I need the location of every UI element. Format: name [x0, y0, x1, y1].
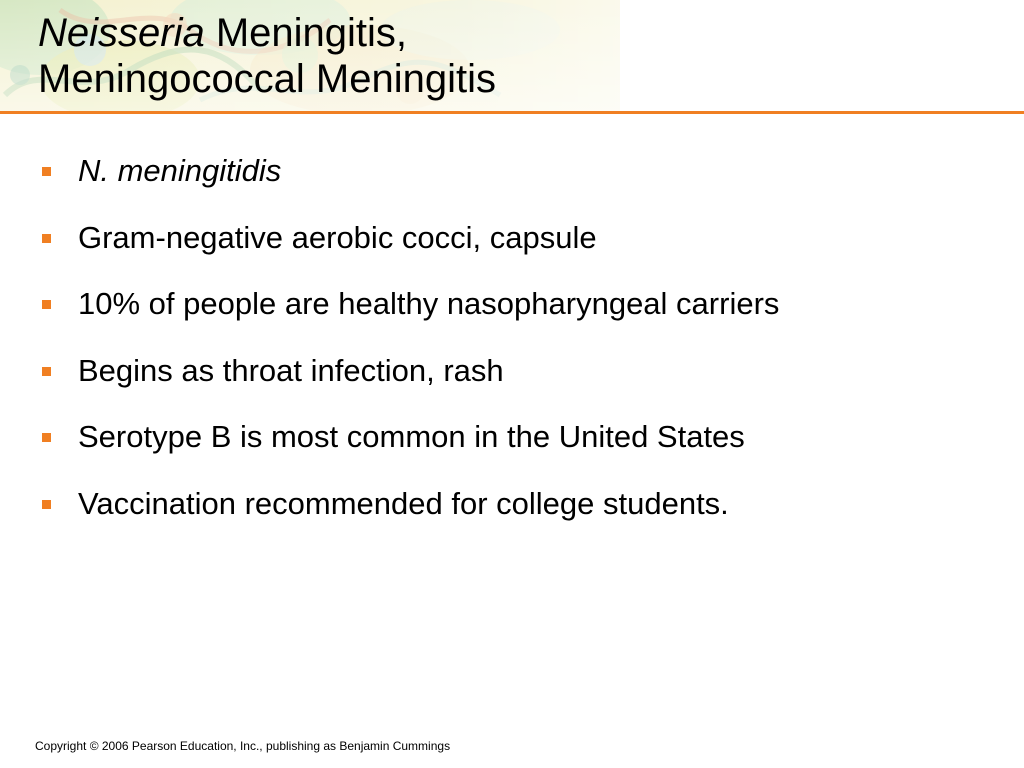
bullet-text: Serotype B is most common in the United States	[78, 419, 745, 454]
slide-title	[38, 10, 496, 102]
title-italic-genus: Neisseria	[38, 11, 205, 55]
title-divider-rule	[0, 111, 1024, 114]
copyright-footer: Copyright © 2006 Pearson Education, Inc., publishing as Benjamin Cummings	[35, 739, 451, 753]
square-bullet-icon	[42, 500, 51, 509]
title-line-2: Meningococcal Meningitis	[38, 57, 497, 101]
bullet-text: Gram-negative aerobic cocci, capsule	[78, 219, 597, 255]
square-bullet-icon	[42, 433, 51, 442]
bullet-text: Begins as throat infection, rash	[78, 352, 504, 388]
bullet-text: 10% of people are healthy nasopharyngeal carriers	[78, 286, 780, 321]
square-bullet-icon	[42, 300, 51, 309]
title-line-1-rest: Meningitis,	[204, 11, 408, 55]
square-bullet-icon	[42, 367, 51, 376]
bullet-text: N. meningitidis	[78, 153, 282, 188]
square-bullet-icon	[42, 167, 51, 176]
bullet-text: Vaccination recommended for college students.	[78, 485, 729, 521]
title-line-1	[38, 10, 496, 56]
square-bullet-icon	[42, 234, 51, 243]
